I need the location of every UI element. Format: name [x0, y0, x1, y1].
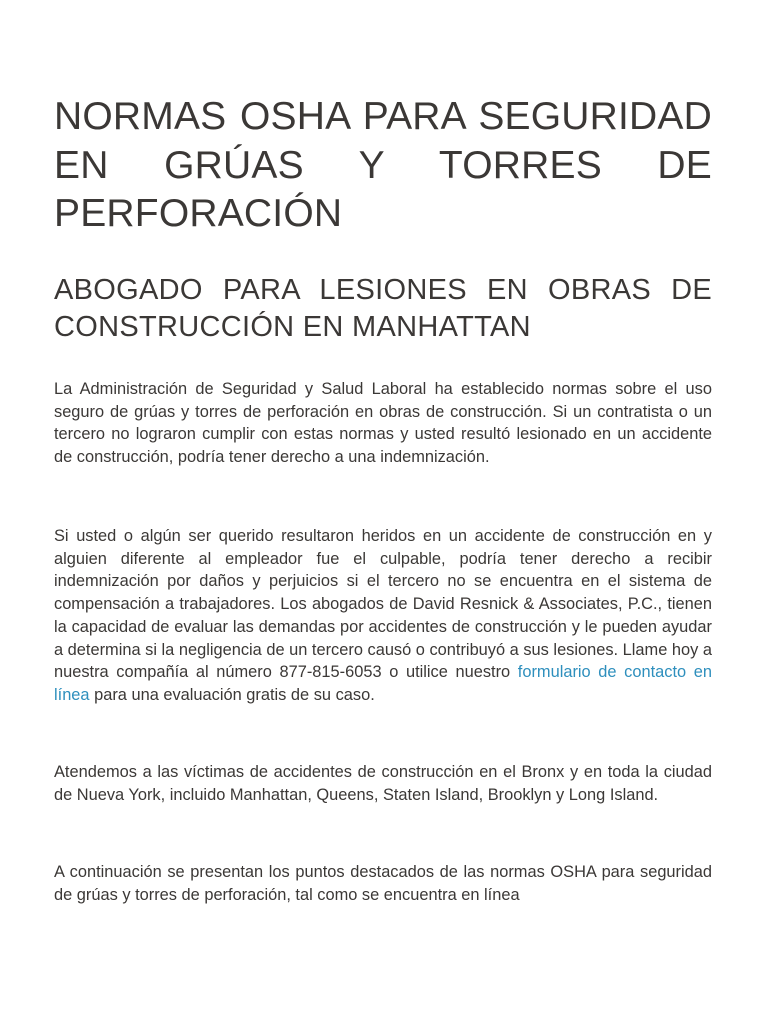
paragraph-contact-text-end: para una evaluación gratis de su caso. — [89, 685, 375, 704]
paragraph-contact-text-start: Si usted o algún ser querido resultaron heridos en un accidente de construcción en y alguien diferente al empleador fue el culpable, podría tener derecho a recibir indemnización por daños y perjuicios si el tercero no se encuentra en el sistema de compensación a trabajadores. Los abogados de David Resnick & Associates, P.C., tienen la capacidad de evaluar las demandas por accidentes de construcción y le pueden ayudar a determina si la negligencia de un tercero causó o contribuyó a sus lesiones. Llame hoy a nuestra compañía al número 877-815-6053 o utilice nuestro — [54, 527, 712, 682]
paragraph-contact — [54, 525, 712, 707]
paragraph-highlights: A continuación se presentan los puntos destacados de las normas OSHA para seguridad de grúas y torres de perforación, tal como se encuentra en línea — [54, 863, 712, 904]
paragraph-service-area: Atendemos a las víctimas de accidentes de construcción en el Bronx y en toda la ciudad de Nueva York, incluido Manhattan, Queens, Staten Island, Brooklyn y Long Island. — [54, 763, 712, 804]
page-subtitle: ABOGADO PARA LESIONES EN OBRAS DE CONSTRUCCIÓN EN MANHATTAN — [54, 274, 712, 343]
paragraph-intro: La Administración de Seguridad y Salud Laboral ha establecido normas sobre el uso seguro de grúas y torres de perforación en obras de construcción. Si un contratista o un tercero no lograron cumplir con estas normas y usted resultó lesionado en un accidente de construcción, podría tener derecho a una indemnización. — [54, 380, 712, 467]
page-title: NORMAS OSHA PARA SEGURIDAD EN GRÚAS Y TORRES DE PERFORACIÓN — [54, 95, 712, 235]
contact-form-link[interactable]: formulario de contacto en línea — [54, 663, 712, 704]
